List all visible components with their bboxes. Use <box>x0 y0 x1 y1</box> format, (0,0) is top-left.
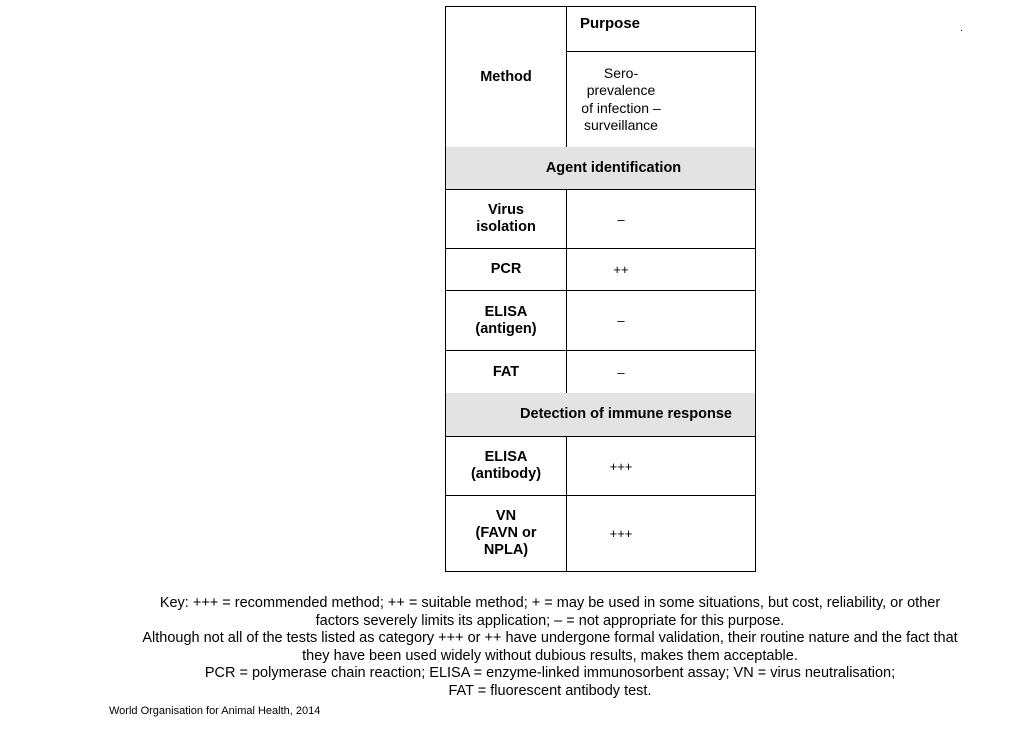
section-title-text: Detection of immune response <box>520 406 732 422</box>
section-title-agent-identification <box>446 147 781 190</box>
table-row-method <box>446 437 566 495</box>
column-divider <box>566 7 567 147</box>
purpose-header <box>567 7 755 51</box>
table-row-value <box>567 249 675 290</box>
table-footnote <box>100 595 1000 700</box>
footnote-abbreviations-line: PCR = polymerase chain reaction; ELISA = enzyme-linked immunosorbent assay; VN = virus neutralisation; <box>204 665 896 681</box>
rating-value: +++ <box>609 526 633 541</box>
source-credit: World Organisation for Animal Health, 2014 <box>109 705 321 717</box>
method-header <box>446 7 566 147</box>
table-row-method <box>446 249 566 290</box>
column-divider <box>566 190 567 393</box>
table-row-method <box>446 496 566 571</box>
table-row-value <box>567 351 675 393</box>
diagnostic-methods-table <box>445 6 756 572</box>
method-name: ELISA (antigen) <box>475 303 537 337</box>
method-name: Virus isolation <box>476 202 536 235</box>
method-header-label: Method <box>480 68 532 85</box>
rating-value: +++ <box>609 458 633 474</box>
method-name: VN (FAVN or NPLA) <box>475 508 537 558</box>
column-divider <box>566 437 567 571</box>
footnote-validation-line: Although not all of the tests listed as category +++ or ++ have undergone formal validation, their routine nature and the fact that <box>142 630 958 646</box>
table-row-method <box>446 351 566 393</box>
purpose-column-header <box>567 52 675 147</box>
footnote-key-line: Key: +++ = recommended method; ++ = suitable method; + = may be used in some situations, but cost, reliability, or other <box>159 595 941 611</box>
section-title-immune-response <box>476 393 776 436</box>
table-row-value <box>567 291 675 350</box>
method-name: PCR <box>490 261 522 277</box>
table-row-value <box>567 496 675 571</box>
rating-value: – <box>617 364 625 380</box>
purpose-header-label: Purpose <box>580 15 641 32</box>
rating-value: – <box>617 313 625 328</box>
section-title-text: Agent identification <box>545 160 682 176</box>
table-row-value <box>567 437 675 495</box>
purpose-column-label: Sero- prevalence of infection – surveillance <box>581 64 661 133</box>
table-row-method <box>446 190 566 248</box>
rating-value: ++ <box>613 262 629 277</box>
table-row-method <box>446 291 566 350</box>
rating-value: – <box>617 211 625 227</box>
stray-mark <box>961 30 962 31</box>
footnote-abbreviations-line-2: FAT = fluorescent antibody test. <box>448 682 652 699</box>
footnote-key-line-2: factors severely limits its application; – = not appropriate for this purpose. <box>315 612 785 629</box>
method-name: ELISA (antibody) <box>470 449 542 482</box>
footnote-validation-line-2: they have been used widely without dubious results, makes them acceptable. <box>302 647 798 664</box>
method-name: FAT <box>492 363 520 380</box>
table-row-value <box>567 190 675 248</box>
